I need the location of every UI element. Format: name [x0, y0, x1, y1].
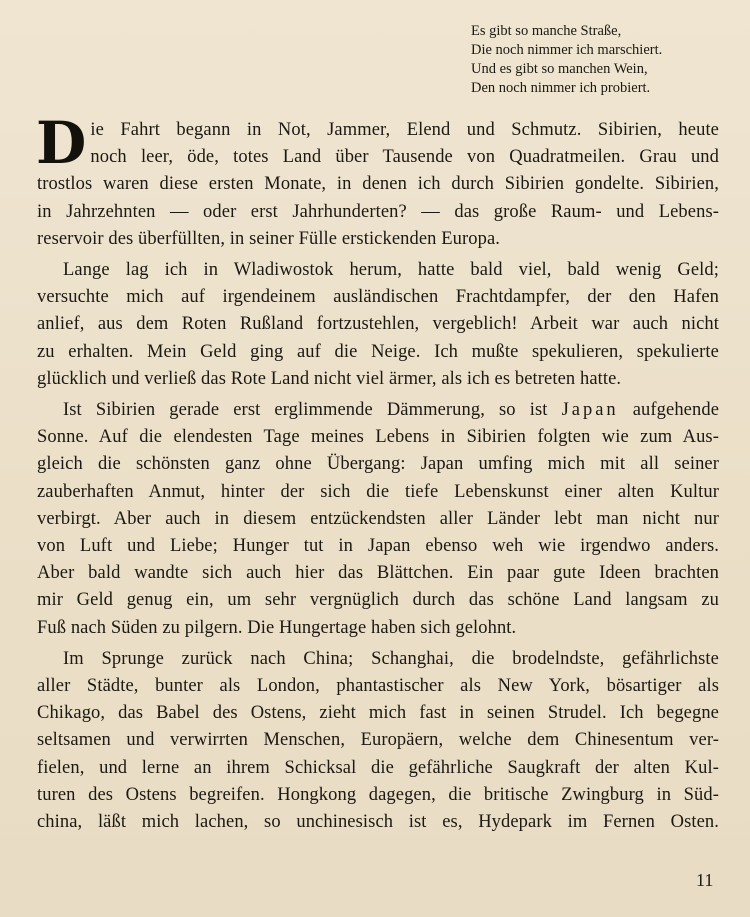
epigraph-line: Und es gibt so manchen Wein, — [471, 61, 648, 77]
text-line: fielen, und lerne an ihrem Schicksal die gefährliche Saugkraft der alten Kul- — [37, 757, 719, 778]
text-line: Chikago, das Babel des Ostens, zieht mich fast in seinen Strudel. Ich begegne — [37, 703, 719, 724]
body-text — [36, 109, 720, 840]
text-line: Lange lag ich in Wladiwostok herum, hatte bald viel, bald wenig Geld; — [63, 260, 719, 281]
paragraph-4 — [37, 646, 719, 836]
text-line: versuchte mich auf irgendeinem ausländischen Frachtdampfer, der den Hafen — [37, 287, 719, 308]
text-line: mir Geld genug ein, um sehr vergnüglich durch das schöne Land langsam zu — [37, 590, 719, 611]
text-line: Aber bald wandte sich auch hier das Blättchen. Ein paar gute Ideen brachten — [37, 563, 719, 584]
text-line: reservoir des überfüllten, in seiner Fülle erstickenden Europa. — [37, 228, 500, 249]
text-line: zauberhaften Anmut, hinter der sich die tiefe Lebenskunst einer alten Kultur — [37, 481, 719, 502]
epigraph — [471, 22, 731, 98]
epigraph-line: Den noch nimmer ich probiert. — [471, 80, 651, 96]
spaced-word: Japan — [561, 400, 619, 421]
paragraph-2 — [37, 257, 719, 393]
text-line: aller Städte, bunter als London, phantastischer als New York, bösartiger als — [37, 676, 719, 697]
text-line: glücklich und verließ das Rote Land nicht viel ärmer, als ich es betreten hatte. — [37, 368, 622, 389]
text-line: ie Fahrt begann in Not, Jammer, Elend und Schmutz. Sibirien, heute — [90, 120, 719, 140]
text-line: Sonne. Auf die elendesten Tage meines Lebens in Sibirien folgten wie zum Aus- — [37, 427, 719, 448]
text-line: in Jahrzehnten — oder erst Jahrhunderten? — das große Raum- und Lebens- — [37, 201, 719, 222]
text-line: china, läßt mich lachen, so unchinesisch ist es, Hydepark im Fernen Osten. — [37, 812, 719, 833]
paragraph-1 — [36, 109, 719, 253]
text-line: anlief, aus dem Roten Rußland fortzustehlen, vergeblich! Arbeit war auch nicht — [37, 314, 719, 335]
epigraph-line: Die noch nimmer ich marschiert. — [471, 42, 663, 58]
text-line: verbirgt. Aber auch in diesem entzückendsten aller Länder lebt man nicht nur — [37, 508, 719, 529]
text-line: Im Sprunge zurück nach China; Schanghai, die brodelndste, gefährlichste — [63, 648, 719, 669]
paragraph-3 — [37, 397, 719, 642]
text-line: noch leer, öde, totes Land über Tausende von Quadratmeilen. Grau und — [90, 147, 719, 168]
page-number: 11 — [696, 870, 714, 890]
text-line: trostlos waren diese ersten Monate, in denen ich durch Sibirien gondelte. Sibirien, — [37, 174, 719, 195]
text-line — [37, 397, 719, 424]
text-segment: aufgehende — [618, 400, 720, 421]
drop-cap: D — [36, 109, 87, 177]
text-line: gleich die schönsten ganz ohne Übergang: Japan umfing mich mit all seiner — [37, 454, 719, 475]
text-line: zu erhalten. Mein Geld ging auf die Neige. Ich mußte spekulieren, spekulierte — [37, 341, 719, 362]
text-segment: Ist Sibirien gerade erst erglimmende Dämmerung, so ist — [63, 400, 562, 421]
text-line: seltsamen und verwirrten Menschen, Europäern, welche dem Chinesentum ver- — [37, 730, 719, 751]
text-line: Fuß nach Süden zu pilgern. Die Hungertage haben sich gelohnt. — [37, 617, 517, 638]
epigraph-line: Es gibt so manche Straße, — [471, 23, 622, 39]
text-line: von Luft und Liebe; Hunger tut in Japan ebenso weh wie irgendwo anders. — [37, 536, 719, 557]
text-line: turen des Ostens begreifen. Hongkong dagegen, die britische Zwingburg in Süd- — [37, 784, 719, 805]
